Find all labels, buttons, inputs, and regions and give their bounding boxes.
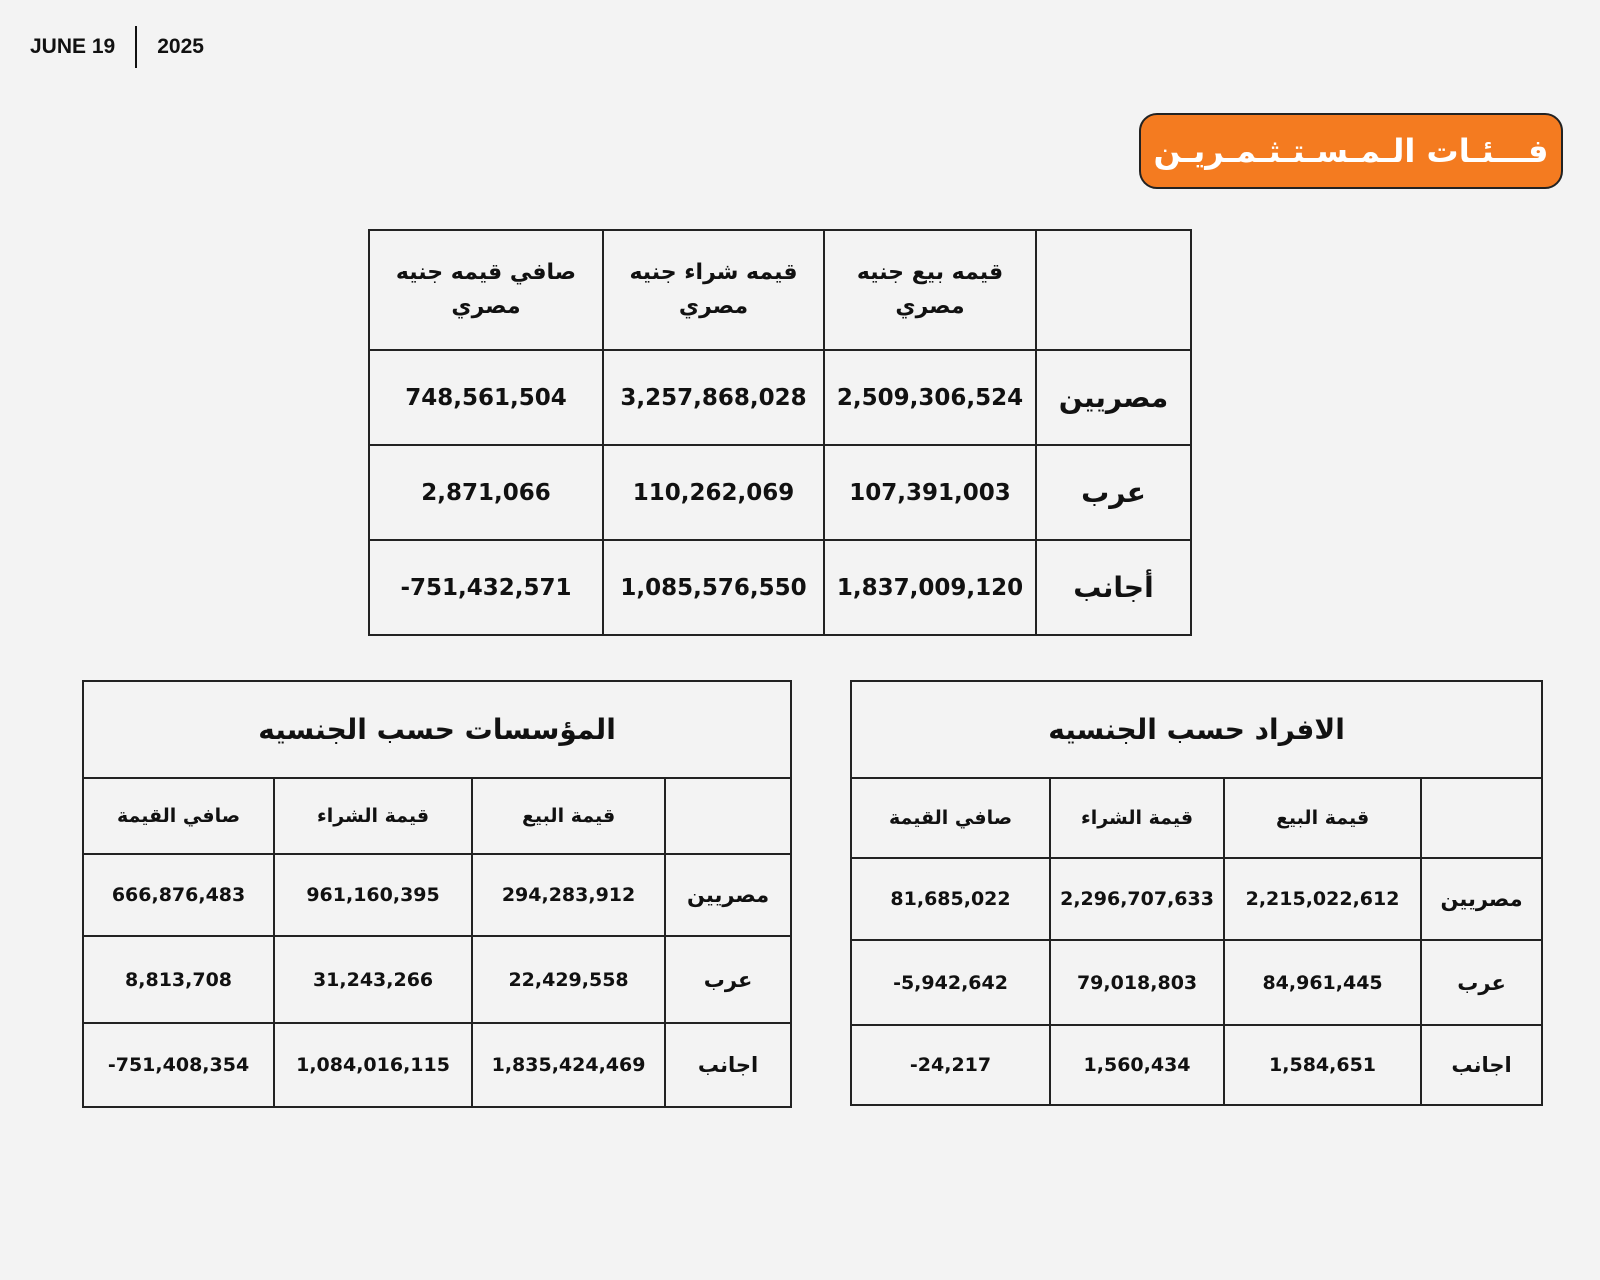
table-cell: 79,018,803 [1050,940,1224,1025]
table-cell: -751,408,354 [83,1023,274,1107]
table-cell: 1,837,009,120 [824,540,1036,635]
section-title-badge [1139,113,1563,189]
table-row [83,936,791,1023]
table-cell: -24,217 [851,1025,1050,1105]
table-header-row [83,778,791,854]
table-title-row [83,681,791,778]
date-label: JUNE 19 [30,35,116,58]
table-header-row [851,778,1542,858]
row-label: اجانب [1421,1025,1542,1105]
table-cell: 2,296,707,633 [1050,858,1224,940]
table-cell: 8,813,708 [83,936,274,1023]
table-cell: 961,160,395 [274,854,472,936]
table-cell: 1,085,576,550 [603,540,824,635]
table-cell: 22,429,558 [472,936,665,1023]
date-divider [135,26,137,68]
row-label: مصريين [1036,350,1191,445]
header-cell: قيمة الشراء [274,778,472,854]
table-cell: -5,942,642 [851,940,1050,1025]
header-cell: قيمة البيع [1224,778,1421,858]
table-header-row [369,230,1191,350]
table-title: الافراد حسب الجنسيه [851,681,1542,778]
table-title: المؤسسات حسب الجنسيه [83,681,791,778]
header-cell: صافي القيمة [851,778,1050,858]
row-label: مصريين [1421,858,1542,940]
header-cell: صافي قيمه جنيه مصري [369,230,603,350]
table-title-row [851,681,1542,778]
table-row [369,445,1191,540]
table-cell: 1,560,434 [1050,1025,1224,1105]
year-label: 2025 [157,35,204,58]
table-cell: 31,243,266 [274,936,472,1023]
table-cell: -751,432,571 [369,540,603,635]
row-label: أجانب [1036,540,1191,635]
header-cell: قيمه شراء جنيه مصري [603,230,824,350]
section-title: فـــئـات الـمـسـتـثـمـريـن [1153,132,1549,170]
header-cell [665,778,791,854]
table-cell: 2,509,306,524 [824,350,1036,445]
row-label: مصريين [665,854,791,936]
header-cell: صافي القيمة [83,778,274,854]
header-cell [1036,230,1191,350]
row-label: اجانب [665,1023,791,1107]
table-cell: 1,835,424,469 [472,1023,665,1107]
table-cell: 666,876,483 [83,854,274,936]
individuals-table [850,680,1543,1106]
table-cell: 107,391,003 [824,445,1036,540]
table-cell: 2,215,022,612 [1224,858,1421,940]
table-row [851,858,1542,940]
table-row [369,540,1191,635]
table-row [851,940,1542,1025]
row-label: عرب [1036,445,1191,540]
institutions-table [82,680,792,1108]
table-cell: 3,257,868,028 [603,350,824,445]
table-cell: 81,685,022 [851,858,1050,940]
table-cell: 1,084,016,115 [274,1023,472,1107]
table-cell: 1,584,651 [1224,1025,1421,1105]
report-date [30,26,204,68]
investor-categories-table [368,229,1192,636]
row-label: عرب [665,936,791,1023]
table-row [83,854,791,936]
table-row [851,1025,1542,1105]
table-cell: 748,561,504 [369,350,603,445]
table-cell: 2,871,066 [369,445,603,540]
header-cell [1421,778,1542,858]
table-cell: 110,262,069 [603,445,824,540]
table-row [83,1023,791,1107]
header-cell: قيمه بيع جنيه مصري [824,230,1036,350]
table-row [369,350,1191,445]
table-cell: 294,283,912 [472,854,665,936]
table-cell: 84,961,445 [1224,940,1421,1025]
header-cell: قيمة البيع [472,778,665,854]
row-label: عرب [1421,940,1542,1025]
header-cell: قيمة الشراء [1050,778,1224,858]
